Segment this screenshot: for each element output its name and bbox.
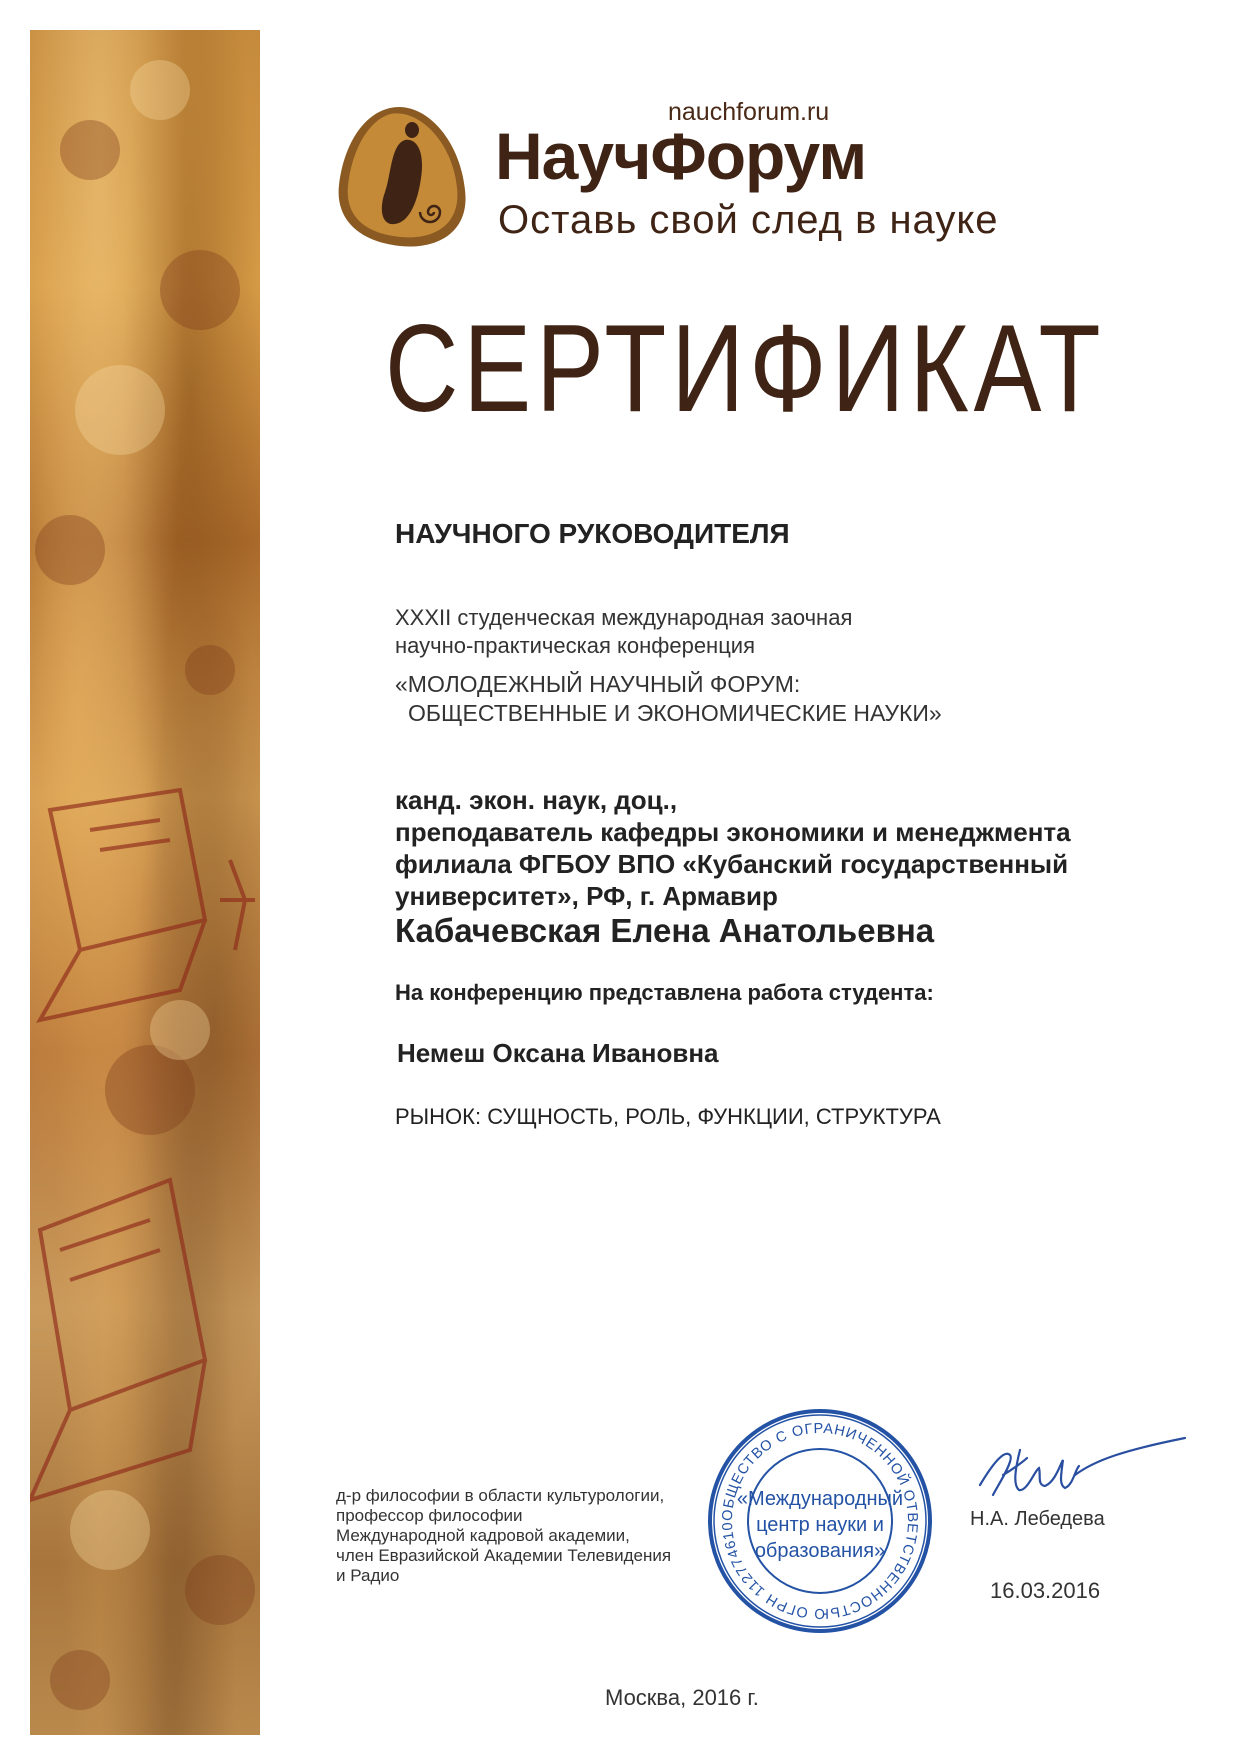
signatory-credentials: [336, 1486, 671, 1586]
signatory-name: Н.А. Лебедева: [970, 1508, 1105, 1530]
brand-slogan: Оставь свой след в науке: [498, 198, 999, 242]
credentials-line: профессор философии: [336, 1506, 523, 1525]
certificate-title: СЕРТИФИКАТ: [385, 300, 1106, 438]
credentials-line: и Радио: [336, 1566, 400, 1585]
supervisor-name: Кабачевская Елена Анатольевна: [395, 912, 935, 949]
forum-line: ОБЩЕСТВЕННЫЕ И ЭКОНОМИЧЕСКИЕ НАУКИ»: [408, 700, 942, 726]
work-title: РЫНОК: СУЩНОСТЬ, РОЛЬ, ФУНКЦИИ, СТРУКТУРА: [395, 1104, 941, 1129]
position-line: преподаватель кафедры экономики и менеджмента: [395, 817, 1071, 847]
stamp-line: центр науки и: [756, 1514, 884, 1536]
student-name: Немеш Оксана Ивановна: [397, 1038, 719, 1068]
stamp-center-text: [705, 1486, 935, 1564]
supervisor-position: [395, 784, 1071, 912]
forum-line: «МОЛОДЕЖНЫЙ НАУЧНЫЙ ФОРУМ:: [395, 671, 801, 697]
conference-line: XXXII студенческая международная заочная: [395, 605, 853, 630]
certificate-subtitle: НАУЧНОГО РУКОВОДИТЕЛЯ: [395, 518, 790, 549]
credentials-line: д-р философии в области культурологии,: [336, 1486, 665, 1505]
position-line: университет», РФ, г. Армавир: [395, 881, 778, 911]
brand-name: НаучФорум: [495, 119, 867, 193]
student-intro: На конференцию представлена работа студента:: [395, 980, 934, 1005]
stamp-line: «Международный: [736, 1488, 904, 1510]
city-year: Москва, 2016 г.: [605, 1685, 759, 1710]
official-stamp: [705, 1406, 935, 1636]
site-url: nauchforum.ru: [668, 98, 830, 126]
credentials-line: Международной кадровой академии,: [336, 1526, 630, 1545]
signature-icon: [975, 1430, 1195, 1510]
decorative-side-strip: [30, 30, 260, 1735]
rock-art-drawing: [30, 30, 260, 1735]
stamp-line: образования»: [754, 1540, 886, 1562]
forum-title: [395, 670, 942, 728]
credentials-line: член Евразийской Академии Телевидения: [336, 1546, 672, 1565]
position-line: канд. экон. наук, доц.,: [395, 785, 678, 815]
nauchforum-logo-icon: [335, 100, 470, 250]
conference-line: научно-практическая конференция: [395, 633, 756, 658]
position-line: филиала ФГБОУ ВПО «Кубанский государственный: [395, 849, 1069, 879]
issue-date: 16.03.2016: [990, 1578, 1101, 1603]
conference-description: [395, 604, 852, 660]
stamp-ring-text: ОБЩЕСТВО С ОГРАНИЧЕННОЙ ОТВЕТСТВЕННОСТЬЮ ОГРН 112774610: [719, 1420, 921, 1622]
